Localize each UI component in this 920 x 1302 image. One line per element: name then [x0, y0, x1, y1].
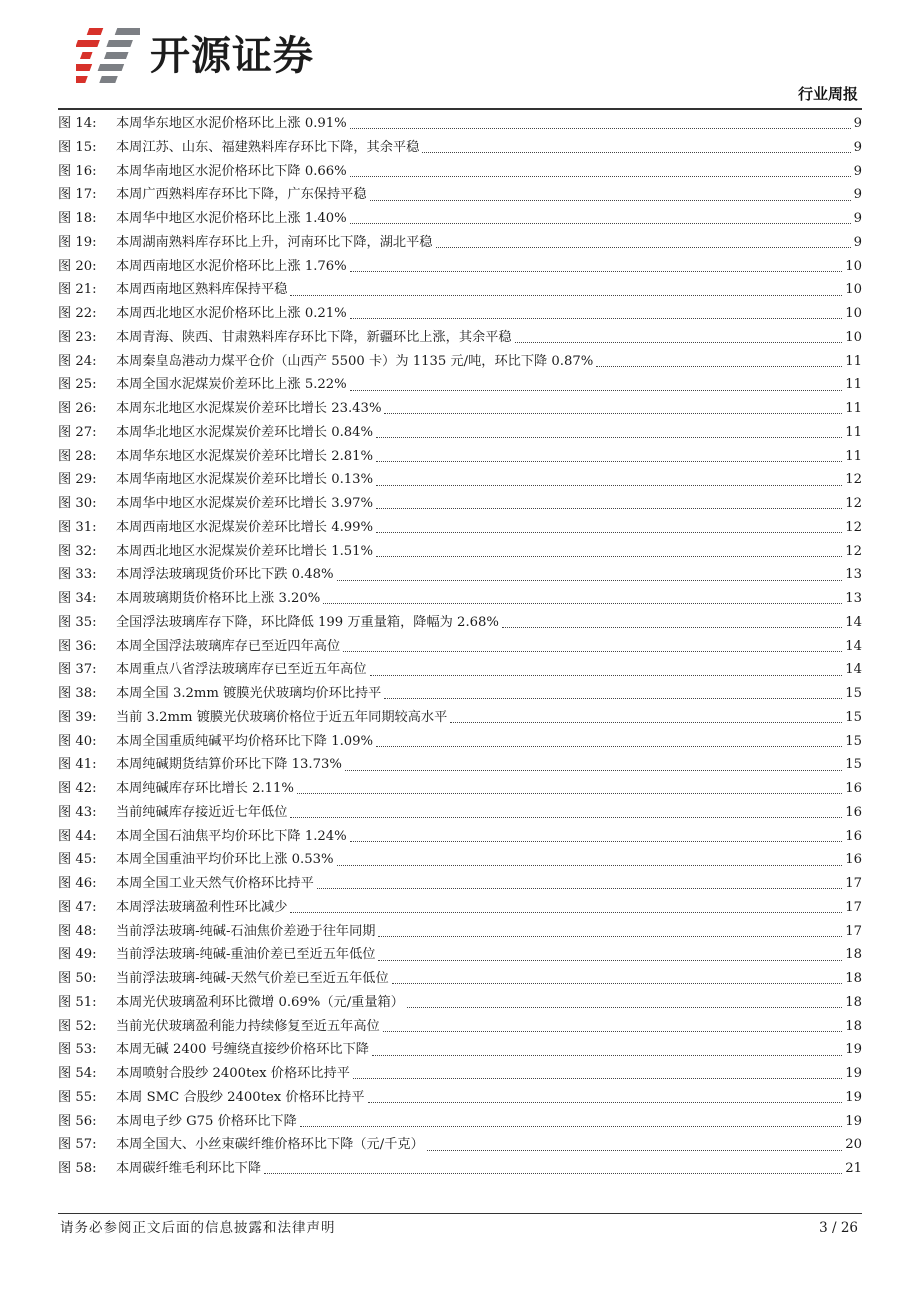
toc-page-number: 11	[845, 353, 862, 369]
toc-entry[interactable]	[58, 611, 862, 635]
toc-page-number: 15	[845, 733, 862, 749]
toc-entry[interactable]	[58, 1062, 862, 1086]
toc-figure-number: 图 54:	[58, 1066, 97, 1081]
toc-figure-number: 图 22:	[58, 306, 97, 321]
toc-entry[interactable]	[58, 421, 862, 445]
toc-page-number: 10	[845, 282, 862, 298]
toc-dot-leader	[368, 1102, 843, 1103]
toc-figure-title: 本周华东地区水泥煤炭价差环比增长 2.81%	[116, 448, 374, 464]
toc-figure-number: 图 31:	[58, 519, 97, 535]
toc-figure-number: 图 32:	[58, 543, 97, 559]
toc-dot-leader	[376, 746, 842, 747]
toc-page-number: 9	[853, 211, 862, 226]
toc-entry[interactable]	[58, 1110, 862, 1134]
toc-page-number: 19	[845, 1042, 862, 1058]
toc-entry[interactable]	[58, 540, 862, 564]
toc-figure-number: 图 51:	[58, 994, 97, 1010]
toc-page-number: 9	[853, 234, 862, 250]
toc-figure-title: 本周西北地区水泥煤炭价差环比增长 1.51%	[116, 543, 374, 559]
toc-figure-number: 图 16:	[58, 163, 97, 179]
toc-entry[interactable]	[58, 730, 862, 754]
toc-entry[interactable]	[58, 136, 862, 160]
toc-figure-number: 图 30:	[58, 496, 97, 511]
toc-figure-number: 图 52:	[58, 1018, 97, 1034]
toc-page-number: 17	[845, 899, 862, 915]
toc-dot-leader	[596, 366, 842, 367]
toc-entry[interactable]	[58, 397, 862, 421]
toc-dot-leader	[337, 580, 843, 581]
toc-entry[interactable]	[58, 1133, 862, 1157]
toc-page-number: 11	[845, 401, 862, 416]
toc-figure-title: 本周 SMC 合股纱 2400tex 价格环比持平	[116, 1089, 365, 1105]
toc-figure-title: 本周全国重油平均价环比上涨 0.53%	[116, 852, 334, 868]
toc-dot-leader	[350, 390, 843, 391]
toc-page-number: 12	[845, 496, 862, 511]
toc-figure-title: 本周华东地区水泥价格环比上涨 0.91%	[116, 116, 347, 131]
footer-disclaimer: 请务必参阅正文后面的信息披露和法律声明	[60, 1220, 336, 1236]
toc-dot-leader	[515, 342, 843, 343]
toc-dot-leader	[290, 912, 842, 913]
toc-figure-title: 本周重点八省浮法玻璃库存已至近五年高位	[116, 662, 367, 678]
toc-entry[interactable]	[58, 872, 862, 896]
toc-dot-leader	[345, 770, 842, 771]
toc-page-number: 16	[845, 781, 862, 796]
toc-figure-title: 本周电子纱 G75 价格环比下降	[116, 1113, 297, 1129]
toc-figure-title: 本周秦皇岛港动力煤平仓价（山西产 5500 卡）为 1135 元/吨，环比下降 0.87%	[116, 353, 594, 369]
toc-dot-leader	[350, 223, 851, 224]
toc-entry[interactable]	[58, 896, 862, 920]
toc-entry[interactable]	[58, 231, 862, 255]
toc-dot-leader	[383, 1031, 842, 1032]
toc-page-number: 20	[845, 1137, 862, 1153]
toc-figure-number: 图 29:	[58, 472, 97, 488]
toc-dot-leader	[350, 841, 843, 842]
toc-figure-title: 本周全国水泥煤炭价差环比上涨 5.22%	[116, 377, 347, 393]
toc-dot-leader	[350, 271, 843, 272]
toc-page-number: 15	[845, 757, 862, 773]
toc-figure-title: 本周全国 3.2mm 镀膜光伏玻璃均价环比持平	[116, 686, 382, 701]
toc-figure-number: 图 48:	[58, 923, 97, 939]
toc-dot-leader	[290, 295, 842, 296]
toc-figure-title: 本周光伏玻璃盈利环比微增 0.69%（元/重量箱）	[116, 994, 404, 1010]
toc-entry[interactable]	[58, 207, 862, 231]
toc-figure-title: 本周华中地区水泥煤炭价差环比增长 3.97%	[116, 496, 374, 511]
toc-page-number: 18	[845, 1018, 862, 1034]
toc-entry[interactable]	[58, 445, 862, 469]
toc-figure-number: 图 37:	[58, 662, 97, 678]
toc-dot-leader	[376, 461, 842, 462]
toc-figure-title: 本周玻璃期货价格环比上涨 3.20%	[116, 591, 321, 606]
toc-entry[interactable]	[58, 183, 862, 207]
toc-figure-number: 图 34:	[58, 591, 97, 606]
toc-page-number: 15	[845, 686, 862, 701]
toc-entry[interactable]	[58, 326, 862, 350]
toc-figure-title: 本周无碱 2400 号缠绕直接纱价格环比下降	[116, 1042, 369, 1058]
toc-entry[interactable]	[58, 801, 862, 825]
toc-dot-leader	[290, 817, 842, 818]
toc-dot-leader	[297, 793, 842, 794]
toc-dot-leader	[370, 675, 843, 676]
toc-figure-number: 图 28:	[58, 448, 97, 464]
toc-entry[interactable]	[58, 753, 862, 777]
toc-dot-leader	[422, 152, 850, 153]
toc-figure-number: 图 38:	[58, 686, 97, 701]
toc-dot-leader	[300, 1126, 842, 1127]
toc-entry[interactable]	[58, 706, 862, 730]
toc-figure-number: 图 45:	[58, 852, 97, 868]
toc-dot-leader	[350, 318, 843, 319]
toc-figure-title: 本周青海、陕西、甘肃熟料库存环比下降，新疆环比上涨，其余平稳	[116, 329, 512, 345]
footer-divider	[58, 1213, 862, 1214]
toc-figure-title: 本周江苏、山东、福建熟料库存环比下降，其余平稳	[116, 139, 420, 155]
toc-entry[interactable]	[58, 635, 862, 659]
toc-entry[interactable]	[58, 302, 862, 326]
toc-entry[interactable]	[58, 943, 862, 967]
toc-entry[interactable]	[58, 373, 862, 397]
toc-figure-title: 本周湖南熟料库存环比上升，河南环比下降，湖北平稳	[116, 234, 433, 250]
toc-entry[interactable]	[58, 160, 862, 184]
toc-page-number: 18	[845, 994, 862, 1010]
toc-figure-title: 本周西南地区水泥煤炭价差环比增长 4.99%	[116, 519, 374, 535]
toc-figure-number: 图 57:	[58, 1137, 97, 1153]
toc-page-number: 12	[845, 472, 862, 488]
toc-entry[interactable]	[58, 278, 862, 302]
toc-figure-number: 图 40:	[58, 733, 97, 749]
toc-figure-title: 本周东北地区水泥煤炭价差环比增长 23.43%	[116, 401, 382, 416]
toc-entry[interactable]	[58, 920, 862, 944]
toc-page-number: 9	[853, 187, 862, 203]
toc-dot-leader	[436, 247, 851, 248]
toc-dot-leader	[384, 413, 842, 414]
toc-figure-number: 图 43:	[58, 804, 97, 820]
toc-figure-title: 本周纯碱库存环比增长 2.11%	[116, 781, 294, 796]
toc-dot-leader	[392, 983, 843, 984]
toc-page-number: 18	[845, 947, 862, 963]
toc-page-number: 18	[845, 971, 862, 986]
toc-entry[interactable]	[58, 255, 862, 279]
toc-figure-number: 图 58:	[58, 1161, 97, 1176]
toc-dot-leader	[370, 200, 851, 201]
toc-page-number: 14	[845, 638, 862, 654]
toc-entry[interactable]	[58, 1038, 862, 1062]
toc-entry[interactable]	[58, 825, 862, 849]
toc-dot-leader	[427, 1150, 842, 1151]
toc-entry[interactable]	[58, 777, 862, 801]
toc-figure-number: 图 47:	[58, 899, 97, 915]
toc-figure-title: 本周西北地区水泥价格环比上涨 0.21%	[116, 306, 347, 321]
toc-page-number: 12	[845, 519, 862, 535]
toc-figure-title: 本周西南地区水泥价格环比上涨 1.76%	[116, 258, 347, 274]
toc-figure-number: 图 18:	[58, 211, 97, 226]
toc-dot-leader	[372, 1055, 842, 1056]
toc-figure-number: 图 50:	[58, 971, 97, 986]
toc-figure-number: 图 41:	[58, 757, 97, 773]
toc-figure-title: 本周全国石油焦平均价环比下降 1.24%	[116, 828, 347, 844]
toc-entry[interactable]	[58, 468, 862, 492]
toc-figure-number: 图 42:	[58, 781, 97, 796]
toc-entry[interactable]	[58, 492, 862, 516]
toc-entry[interactable]	[58, 658, 862, 682]
toc-page-number: 16	[845, 828, 862, 844]
toc-figure-title: 当前 3.2mm 镀膜光伏玻璃价格位于近五年同期较高水平	[116, 709, 448, 725]
toc-figure-title: 本周华南地区水泥煤炭价差环比增长 0.13%	[116, 472, 374, 488]
toc-figure-number: 图 17:	[58, 187, 97, 203]
toc-page-number: 11	[845, 377, 862, 393]
toc-figure-title: 本周全国大、小丝束碳纤维价格环比下降（元/千克）	[116, 1137, 424, 1153]
toc-page-number: 19	[845, 1066, 862, 1081]
toc-entry[interactable]	[58, 1157, 862, 1181]
toc-entry[interactable]	[58, 563, 862, 587]
toc-figure-title: 本周广西熟料库存环比下降，广东保持平稳	[116, 187, 367, 203]
toc-page-number: 17	[845, 876, 862, 891]
figure-table-of-contents	[58, 112, 862, 1181]
toc-figure-number: 图 24:	[58, 353, 97, 369]
toc-dot-leader	[407, 1007, 842, 1008]
toc-figure-number: 图 53:	[58, 1042, 97, 1058]
toc-figure-title: 本周碳纤维毛利环比下降	[116, 1161, 262, 1176]
toc-entry[interactable]	[58, 682, 862, 706]
toc-dot-leader	[264, 1173, 842, 1174]
toc-dot-leader	[376, 556, 842, 557]
toc-figure-number: 图 26:	[58, 401, 97, 416]
toc-page-number: 19	[845, 1113, 862, 1129]
toc-dot-leader	[317, 888, 842, 889]
toc-figure-title: 本周西南地区熟料库保持平稳	[116, 282, 288, 298]
toc-figure-title: 本周华北地区水泥煤炭价差环比增长 0.84%	[116, 424, 374, 440]
toc-figure-number: 图 49:	[58, 947, 97, 963]
page-indicator: 3 / 26	[819, 1220, 858, 1236]
toc-figure-title: 当前纯碱库存接近近七年低位	[116, 804, 288, 820]
toc-figure-number: 图 27:	[58, 424, 97, 440]
toc-dot-leader	[323, 603, 842, 604]
toc-entry[interactable]	[58, 1015, 862, 1039]
toc-figure-number: 图 39:	[58, 709, 97, 725]
toc-figure-number: 图 15:	[58, 139, 97, 155]
toc-figure-number: 图 20:	[58, 258, 97, 274]
toc-entry[interactable]	[58, 587, 862, 611]
toc-figure-number: 图 19:	[58, 234, 97, 250]
kaiyuan-logo-icon	[76, 26, 140, 84]
toc-page-number: 11	[845, 448, 862, 464]
toc-dot-leader	[343, 651, 842, 652]
toc-page-number: 17	[845, 923, 862, 939]
toc-figure-number: 图 36:	[58, 638, 97, 654]
toc-figure-number: 图 35:	[58, 614, 97, 630]
toc-dot-leader	[350, 176, 851, 177]
report-type-label: 行业周报	[797, 85, 858, 103]
toc-page-number: 16	[845, 852, 862, 868]
toc-page-number: 9	[853, 163, 862, 179]
toc-figure-title: 本周全国工业天然气价格环比持平	[116, 876, 314, 891]
toc-page-number: 10	[845, 306, 862, 321]
toc-page-number: 21	[845, 1161, 862, 1176]
toc-figure-title: 本周浮法玻璃盈利性环比减少	[116, 899, 288, 915]
toc-figure-number: 图 23:	[58, 329, 97, 345]
toc-dot-leader	[376, 508, 842, 509]
toc-page-number: 14	[845, 662, 862, 678]
toc-entry[interactable]	[58, 991, 862, 1015]
toc-page-number: 10	[845, 329, 862, 345]
toc-page-number: 13	[845, 567, 862, 583]
toc-figure-title: 当前浮法玻璃-纯碱-重油价差已至近五年低位	[116, 947, 376, 963]
toc-dot-leader	[376, 532, 842, 533]
toc-figure-title: 本周纯碱期货结算价环比下降 13.73%	[116, 757, 342, 773]
toc-dot-leader	[350, 128, 851, 129]
toc-entry[interactable]	[58, 350, 862, 374]
toc-dot-leader	[450, 722, 842, 723]
toc-entry[interactable]	[58, 516, 862, 540]
toc-page-number: 16	[845, 804, 862, 820]
toc-figure-number: 图 21:	[58, 282, 97, 298]
toc-figure-number: 图 44:	[58, 828, 97, 844]
toc-figure-number: 图 55:	[58, 1089, 97, 1105]
toc-dot-leader	[376, 485, 842, 486]
toc-page-number: 13	[845, 591, 862, 606]
toc-entry[interactable]	[58, 112, 862, 136]
toc-page-number: 10	[845, 258, 862, 274]
toc-dot-leader	[502, 627, 842, 628]
toc-dot-leader	[376, 437, 842, 438]
toc-page-number: 15	[845, 709, 862, 725]
toc-figure-title: 本周全国浮法玻璃库存已至近四年高位	[116, 638, 341, 654]
toc-entry[interactable]	[58, 848, 862, 872]
toc-page-number: 12	[845, 543, 862, 559]
toc-figure-title: 本周浮法玻璃现货价环比下跌 0.48%	[116, 567, 334, 583]
page-header	[0, 0, 920, 108]
toc-dot-leader	[378, 936, 842, 937]
toc-figure-title: 本周华中地区水泥价格环比上涨 1.40%	[116, 211, 347, 226]
toc-dot-leader	[337, 865, 843, 866]
toc-page-number: 11	[845, 424, 862, 440]
toc-figure-number: 图 56:	[58, 1113, 97, 1129]
company-name: 开源证券	[150, 33, 314, 79]
toc-entry[interactable]	[58, 967, 862, 991]
toc-figure-number: 图 14:	[58, 116, 97, 131]
toc-dot-leader	[353, 1078, 842, 1079]
toc-page-number: 14	[845, 614, 862, 630]
toc-figure-title: 全国浮法玻璃库存下降，环比降低 199 万重量箱，降幅为 2.68%	[116, 614, 499, 630]
toc-page-number: 9	[853, 116, 862, 131]
header-divider	[58, 108, 862, 110]
toc-figure-title: 当前浮法玻璃-纯碱-天然气价差已至近五年低位	[116, 971, 389, 986]
toc-figure-title: 当前光伏玻璃盈利能力持续修复至近五年高位	[116, 1018, 380, 1034]
toc-figure-number: 图 25:	[58, 377, 97, 393]
toc-figure-title: 本周全国重质纯碱平均价格环比下降 1.09%	[116, 733, 374, 749]
toc-page-number: 9	[853, 139, 862, 155]
toc-dot-leader	[378, 960, 842, 961]
toc-figure-number: 图 46:	[58, 876, 97, 891]
toc-figure-title: 本周华南地区水泥价格环比下降 0.66%	[116, 163, 347, 179]
toc-page-number: 19	[845, 1089, 862, 1105]
toc-entry[interactable]	[58, 1086, 862, 1110]
toc-figure-title: 当前浮法玻璃-纯碱-石油焦价差逊于往年同期	[116, 923, 376, 939]
toc-dot-leader	[384, 698, 842, 699]
toc-figure-title: 本周喷射合股纱 2400tex 价格环比持平	[116, 1066, 350, 1081]
toc-figure-number: 图 33:	[58, 567, 97, 583]
